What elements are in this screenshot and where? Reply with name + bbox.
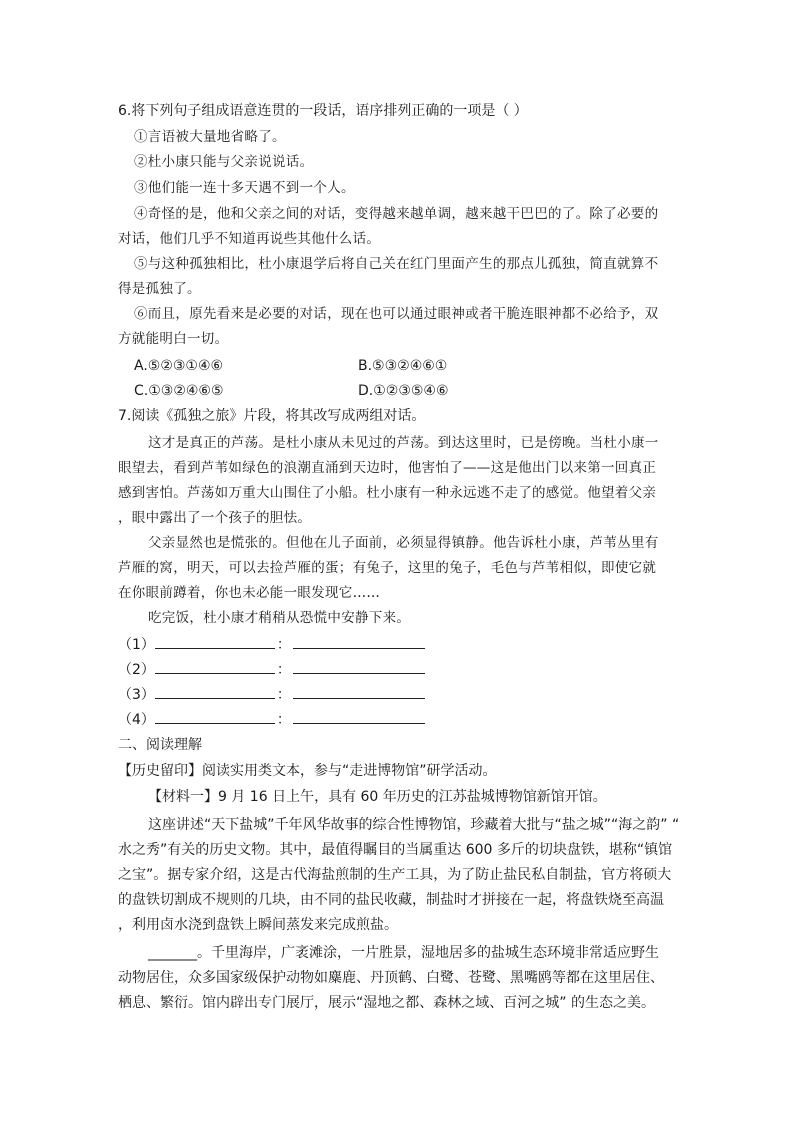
q6-sentence-2: ②杜小康只能与父亲说说话。	[134, 154, 314, 170]
q6-sentence-3: ③他们能一连十多天遇不到一个人。	[134, 180, 355, 196]
q6-option-d: D.①②③⑤④⑥	[358, 383, 449, 399]
q6-sentence-4a: ④奇怪的是，他和父亲之间的对话，变得越来越单调，越来越干巴巴的了。除了必要的	[134, 206, 659, 222]
q7-passage-line-7: 在你眼前蹲着，你也未必能一眼发现它……	[118, 585, 381, 601]
material-paragraph-1-line: 之宝”。据专家介绍，这是古代海盐煎制的生产工具，为了防止盐民私自制盐，官方将硕大	[118, 867, 672, 883]
q7-passage-line-8: 吃完饭，杜小康才稍稍从恐慌中安静下来。	[148, 610, 411, 626]
answer-blank[interactable]	[293, 634, 425, 649]
q6-sentence-6a: ⑥而且，原先看来是必要的对话，现在也可以通过眼神或者干脆连眼神都不必给予，双	[134, 306, 659, 322]
answer-row	[118, 659, 425, 680]
section-title: 二、阅读理解	[118, 737, 202, 753]
answer-row	[118, 684, 425, 705]
answer-row	[118, 709, 425, 730]
answer-row	[118, 634, 425, 655]
q7-stem: 7.阅读《孤独之旅》片段，将其改写成两组对话。	[118, 408, 426, 424]
q6-sentence-4b: 对话，他们几乎不知道再说些其他什么话。	[118, 231, 381, 247]
q6-option-b: B.⑤③②④⑥①	[358, 358, 448, 374]
q7-passage-line-1: 这才是真正的芦荡。是杜小康从未见过的芦荡。到达这里时，已是傍晚。当杜小康一	[148, 435, 659, 451]
answer-blank[interactable]	[293, 659, 425, 674]
answer-colon: ：	[276, 687, 291, 703]
q7-passage-line-3: 感到害怕。芦荡如万重大山围住了小船。杜小康有一种永远逃不走了的感觉。他望着父亲	[118, 485, 657, 501]
material-paragraph-1-line: 这座讲述“天下盐城”千年风华故事的综合性博物馆，珍藏着大批与“盐之城”“海之韵” “	[148, 817, 680, 833]
answer-number: （4）	[118, 712, 155, 728]
material-paragraph-1-line: 水之秀”有关的历史文物。其中，最值得瞩目的当属重达 600 多斤的切块盘铁，堪称“镇馆	[118, 842, 673, 858]
answer-colon: ：	[276, 712, 291, 728]
q7-passage-line-2: 眼望去，看到芦苇如绿色的浪潮直涌到天边时，他害怕了——这是他出门以来第一回真正	[118, 460, 657, 476]
section-intro: 【历史留印】阅读实用类文本，参与“走进博物馆”研学活动。	[118, 763, 497, 779]
q6-sentence-5b: 得是孤独了。	[118, 281, 201, 297]
answer-blank[interactable]	[155, 709, 275, 724]
answer-blank[interactable]	[155, 684, 275, 699]
answer-colon: ：	[276, 662, 291, 678]
material-paragraph-1-line: 的盘铁切割成不规则的几块，由不同的盐民收藏，制盐时才拼接在一起，将盘铁烧至高温	[118, 892, 664, 908]
answer-blank[interactable]	[155, 634, 275, 649]
q7-passage-line-4: ，眼中露出了一个孩子的胆怯。	[118, 510, 312, 526]
answer-blank[interactable]	[293, 684, 425, 699]
answer-colon: ：	[276, 637, 291, 653]
material-paragraph-2-line: 动物居住，众多国家级保护动物如麋鹿、丹顶鹤、白鹭、苍鹭、黑嘴鸥等都在这里居住、	[118, 970, 664, 986]
answer-blank[interactable]	[293, 709, 425, 724]
q7-passage-line-5: 父亲显然也是慌张的。但他在儿子面前，必须显得镇静。他告诉杜小康，芦苇丛里有	[148, 535, 659, 551]
q7-passage-line-6: 芦雁的窝，明天，可以去捡芦雁的蛋；有兔子，这里的兔子，毛色与芦苇相似，即使它就	[118, 560, 657, 576]
material-paragraph-2-line: _______。千里海岸，广袤滩涂，一片胜景，湿地居多的盐城生态环境非常适应野生	[148, 945, 659, 961]
q6-sentence-1: ①言语被大量地省略了。	[134, 129, 286, 145]
q6-sentence-6b: 方就能明白一切。	[118, 331, 229, 347]
material-paragraph-2-line: 栖息、繁衍。馆内辟出专门展厅，展示“湿地之都、森林之域、百河之城” 的生态之美。	[118, 995, 655, 1011]
answer-blank[interactable]	[155, 659, 275, 674]
q6-sentence-5a: ⑤与这种孤独相比，杜小康退学后将自己关在红门里面产生的那点儿孤独，简直就算不	[134, 256, 659, 272]
material-one-heading: 【材料一】9 月 16 日上午，具有 60 年历史的江苏盐城博物馆新馆开馆。	[148, 789, 607, 805]
answer-number: （3）	[118, 687, 155, 703]
answer-number: （2）	[118, 662, 155, 678]
q6-option-a: A.⑤②③①④⑥	[134, 358, 224, 374]
q6-option-c: C.①③②④⑥⑤	[134, 383, 224, 399]
q6-stem: 6.将下列句子组成语意连贯的一段话，语序排列正确的一项是（ ）	[118, 103, 528, 119]
answer-number: （1）	[118, 637, 155, 653]
material-paragraph-1-line: ，利用卤水浇到盘铁上瞬间蒸发来完成煎盐。	[118, 917, 398, 933]
